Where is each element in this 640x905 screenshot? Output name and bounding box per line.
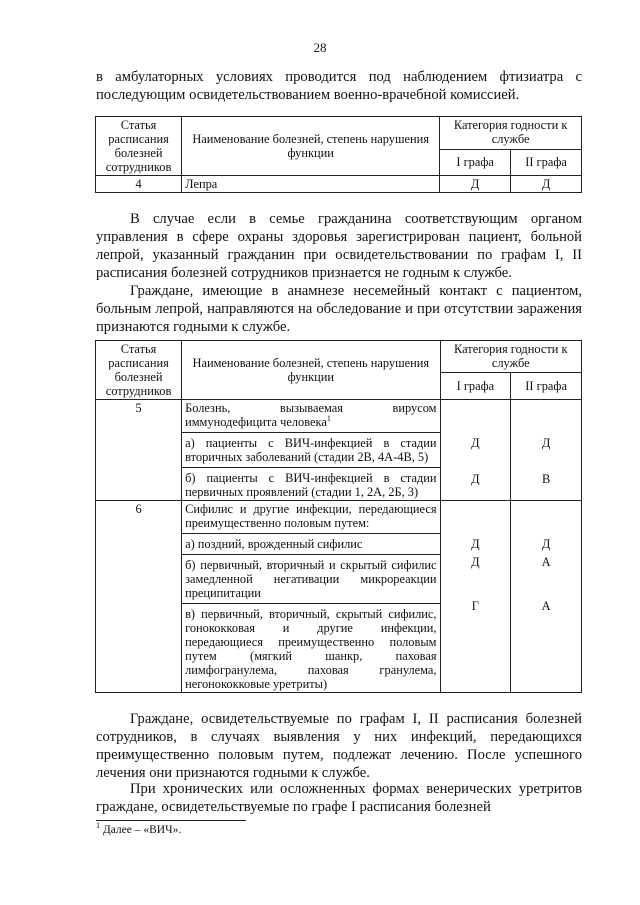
article-5-a-g2: Д: [541, 436, 551, 450]
disease-table-infections: [95, 340, 582, 693]
intro-paragraph: в амбулаторных условиях проводится под наблюдением фтизиатра с последующим освидетельствованием военно-врачебной комиссией.: [96, 69, 582, 103]
article-6-a-g2: Д: [541, 537, 551, 551]
row-g2: Д: [511, 176, 582, 193]
article-6-a-g1: Д: [471, 537, 480, 551]
paragraph-2: Граждане, имеющие в анамнезе несемейный контакт с пациентом, больным лепрой, направляются на обследование и при отсутствии заражения признаются годными к службе.: [96, 283, 582, 335]
table-row: [96, 176, 582, 193]
row-article: 5: [96, 400, 182, 501]
header-article: Статья расписания болезней сотрудников: [96, 341, 182, 400]
footnote-ref: 1: [326, 413, 331, 423]
header-category: Категория годности к службе: [440, 341, 581, 373]
row-name: Лепра: [182, 176, 440, 193]
table-header-row: [96, 117, 582, 150]
table-header-row: [96, 341, 582, 373]
page-number: 28: [313, 40, 327, 55]
article-6-c-g1: Г: [471, 599, 479, 613]
header-category: Категория годности к службе: [440, 117, 582, 150]
row-article: 4: [96, 176, 182, 193]
footnote-text: Далее – «ВИЧ».: [100, 824, 182, 836]
row-g1: [440, 400, 511, 501]
header-col1: I графа: [440, 149, 511, 175]
paragraph-1: В случае если в семье гражданина соответствующим органом управления в сфере охраны здоровья зарегистрирован пациент, больной лепрой, указанный гражданин при освидетельствовании по графам I, II расписания болезней сотрудников признается не годным к службе.: [96, 211, 582, 281]
row-g2: [511, 400, 582, 501]
article-6-item-c: в) первичный, вторичный, скрытый сифилис, гонококковая и другие инфекции, передающиеся преимущественно половым путем (мягкий шанкр, паховая лимфогранулема, паховая гранулема, негонококковые уретриты): [182, 603, 439, 691]
row-g2: [511, 501, 582, 693]
footnote: [96, 821, 182, 836]
article-6-c-g2: А: [541, 599, 551, 613]
header-name: Наименование болезней, степень нарушения функции: [182, 117, 440, 176]
header-col1: I графа: [440, 372, 511, 399]
footnote-divider: [96, 820, 246, 821]
header-col2: II графа: [511, 372, 582, 399]
row-g1: [440, 501, 511, 693]
paragraph-3: Граждане, освидетельствуемые по графам I, II расписания болезней сотрудников, в случаях выявления у них инфекций, передающихся преимущественно половым путем, подлежат лечению. После успешного лечения они признаются годными к службе.: [96, 711, 582, 781]
article-5-item-a: а) пациенты с ВИЧ-инфекцией в стадии вторичных заболеваний (стадии 2В, 4А-4В, 5): [182, 432, 439, 464]
article-6-b-g2: А: [541, 555, 551, 569]
article-5-title-text: Болезнь, вызываемая вирусом иммунодефицита человека: [185, 401, 437, 429]
article-6-item-b: б) первичный, вторичный и скрытый сифилис замедленной негативации микрореакции преципитации: [182, 554, 439, 600]
paragraph-4: При хронических или осложненных формах венерических уретритов граждане, освидетельствуемые по графе I расписания болезней: [96, 781, 582, 815]
row-g1: Д: [440, 176, 511, 193]
article-5-title: [185, 401, 436, 429]
article-6-b-g1: Д: [471, 555, 480, 569]
article-5-item-b: б) пациенты с ВИЧ-инфекцией в стадии первичных проявлений (стадии 1, 2А, 2Б, 3): [182, 467, 439, 499]
table-row-article-6: [96, 501, 582, 693]
row-name: [182, 501, 440, 693]
header-name: Наименование болезней, степень нарушения функции: [182, 341, 440, 400]
disease-table-leprosy: [95, 116, 582, 193]
article-5-b-g1: Д: [471, 472, 480, 486]
table-row-article-5: [96, 400, 582, 501]
footnote-mark: 1: [96, 821, 100, 831]
article-6-item-a: а) поздний, врожденный сифилис: [182, 533, 439, 551]
row-article: 6: [96, 501, 182, 693]
header-article: Статья расписания болезней сотрудников: [96, 117, 182, 176]
row-name: [182, 400, 440, 501]
header-col2: II графа: [511, 149, 582, 175]
article-6-title: Сифилис и другие инфекции, передающиеся преимущественно половым путем:: [185, 502, 437, 530]
article-5-a-g1: Д: [471, 436, 480, 450]
article-5-b-g2: В: [541, 472, 551, 486]
